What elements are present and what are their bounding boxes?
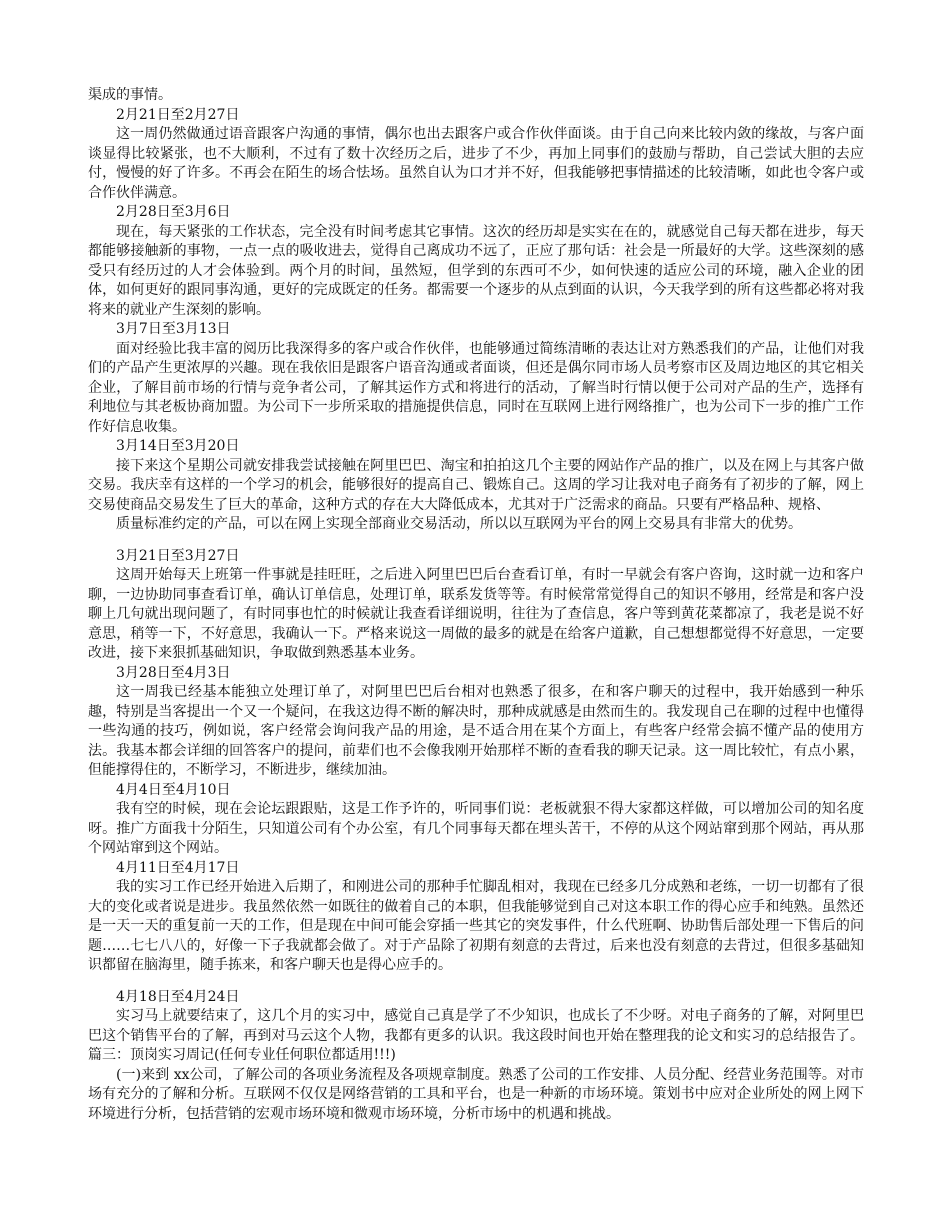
paragraph: 这一周我已经基本能独立处理订单了，对阿里巴巴后台相对也熟悉了很多，在和客户聊天的过程中，我开始感到一种乐趣，特别是当客提出一个又一个疑问，在我这边得不断的解决时，那种成就感是由然而生的。我发现自己在聊的过程中也懂得一些沟通的技巧，例如说，客户经常会询问我产品的用途，是不适合用在某个方面上，有些客户经常会搞不懂产品的使用方法。我基本都会详细的回答客户的提问，前辈们也不会像我刚开始那样不断的查看我的聊天记录。这一周比较忙，有点小累，但能撑得住的，不断学习，不断进步，继续加油。 (88, 684, 864, 778)
paragraph: 这周开始每天上班第一件事就是挂旺旺，之后进入阿里巴巴后台查看订单，有时一早就会有客户咨询，这时就一边和客户聊，一边协助同事查看订单，确认订单信息，处理订单，联系发货等等。有时候常常觉得自己的知识不够用，经常是和客户没聊上几句就出现问题了，有时同事也忙的时候就让我查看详细说明，往往为了查信息，客户等到黄花菜都凉了，我老是说不好意思，稍等一下，不好意思，我确认一下。严格来说这一周做的最多的就是在给客户道歉，自己想想都觉得不好意思，一定要改进，接下来狠抓基础知识，争取做到熟悉基本业务。 (88, 567, 864, 661)
week-heading: 2月21日至2月27日 (116, 106, 240, 123)
week-heading: 2月28日至3月6日 (116, 204, 231, 220)
week-heading: 3月28日至4月3日 (116, 664, 231, 681)
week-heading: 3月14日至3月20日 (116, 438, 240, 454)
week-heading: 4月4日至4月10日 (116, 781, 231, 798)
paragraph: 质量标准约定的产品，可以在网上实现全部商业交易活动，所以以互联网为平台的网上交易具有非常大的优势。 (116, 516, 802, 532)
paragraph: 接下来这个星期公司就安排我尝试接触在阿里巴巴、淘宝和拍拍这几个主要的网站作产品的推广，以及在网上与其客户做交易。我庆幸有这样的一个学习的机会，能够很好的提高自己、锻炼自己。这周的学习让我对电子商务有了初步的了解，网上交易使商品交易发生了巨大的革命，这种方式的存在大大降低成本，尤其对于广泛需求的商品。只要有严格品种、规格、 (88, 457, 864, 513)
text-line: 渠成的事情。 (88, 87, 172, 103)
paragraph: 实习马上就要结束了，这几个月的实习中，感觉自己真是学了不少知识，也成长了不少呀。对电子商务的了解，对阿里巴巴这个销售平台的了解，再到对马云这个人物，我都有更多的认识。我这段时间也开始在整理我的论文和实习的总结报告了。篇三：顶岗实习周记(任何专业任何职位都适用!!!) (88, 1008, 864, 1063)
week-heading: 3月21日至3月27日 (116, 547, 240, 564)
paragraph: 我的实习工作已经开始进入后期了，和刚进公司的那种手忙脚乱相对，我现在已经多几分成熟和老练，一切一切都有了很大的变化或者说是进步。我虽然依然一如既往的做着自己的本职，但我能够觉到自己对这本职工作的得心应手和纯熟。虽然还是一天一天的重复前一天的工作，但是现在中间可能会穿插一些其它的突发事件，什么代班啊、协助售后部处理一下售后的问题……七七八八的，好像一下子我就都会做了。对于产品除了初期有刻意的去背过，后来也没有刻意的去背过，但很多基础知识都留在脑海里，随手拣来，和客户聊天也是得心应手的。 (88, 879, 864, 973)
week-heading: 4月11日至4月17日 (116, 859, 240, 876)
paragraph: 现在，每天紧张的工作状态，完全没有时间考虑其它事情。这次的经历却是实实在在的，就感觉自己每天都在进步，每天都能够接触新的事物，一点一点的吸收进去，觉得自己离成功不远了，正应了那句话：社会是一所最好的大学。这些深刻的感受只有经历过的人才会体验到。两个月的时间，虽然短，但学到的东西可不少，如何快速的适应公司的环境，融入企业的团体，如何更好的跟同事沟通，更好的完成既定的任务。都需要一个逐步的从点到面的认识，今天我学到的所有这些都必将对我将来的就业产生深刻的影响。 (88, 223, 864, 318)
paragraph: 这一周仍然做通过语音跟客户沟通的事情，偶尔也出去跟客户或合作伙伴面谈。由于自己向来比较内敛的缘故，与客户面谈显得比较紧张，也不大顺利，不过有了数十次经历之后，进步了不少，再加上同事们的鼓励与帮助，自己尝试大胆的去应付，慢慢的好了许多。不再会在陌生的场合怯场。虽然自认为口才并不好，但我能够把事情描述的比较清晰，如此也令客户或合作伙伴满意。 (88, 126, 864, 201)
paragraph: (一)来到 xx公司，了解公司的各项业务流程及各项规章制度。熟悉了公司的工作安排、人员分配、经营业务范围等。对市场有充分的了解和分析。互联网不仅仅是网络营销的工具和平台，也是一种新的市场环境。策划书中应对企业所处的网上网下环境进行分析，包括营销的宏观市场环境和微观市场环境，分析市场中的机遇和挑战。 (88, 1066, 864, 1122)
week-heading: 3月7日至3月13日 (116, 321, 231, 337)
week-heading: 4月18日至4月24日 (116, 988, 240, 1005)
paragraph: 面对经验比我丰富的阅历比我深得多的客户或合作伙伴，也能够通过简练清晰的表达让对方熟悉我们的产品，让他们对我们的产品产生更浓厚的兴趣。现在我依旧是跟客户语音沟通或者面谈，但还是偶尔同市场人员考察市区及周边地区的其它相关企业，了解目前市场的行情与竞争者公司，了解其运作方式和将进行的活动，了解当时行情以便于公司对产品的生产，选择有利地位与其老板协商加盟。为公司下一步所采取的措施提供信息，同时在互联网上进行网络推广，也为公司下一步的推广工作作好信息收集。 (88, 340, 864, 435)
paragraph: 我有空的时候，现在会论坛跟跟贴，这是工作予许的，听同事们说：老板就狠不得大家都这样做，可以增加公司的知名度呀。推广方面我十分陌生，只知道公司有个办公室，有几个同事每天都在埋头苦干，不停的从这个网站窜到那个网站，再从那个网站窜到这个网站。 (88, 801, 864, 856)
